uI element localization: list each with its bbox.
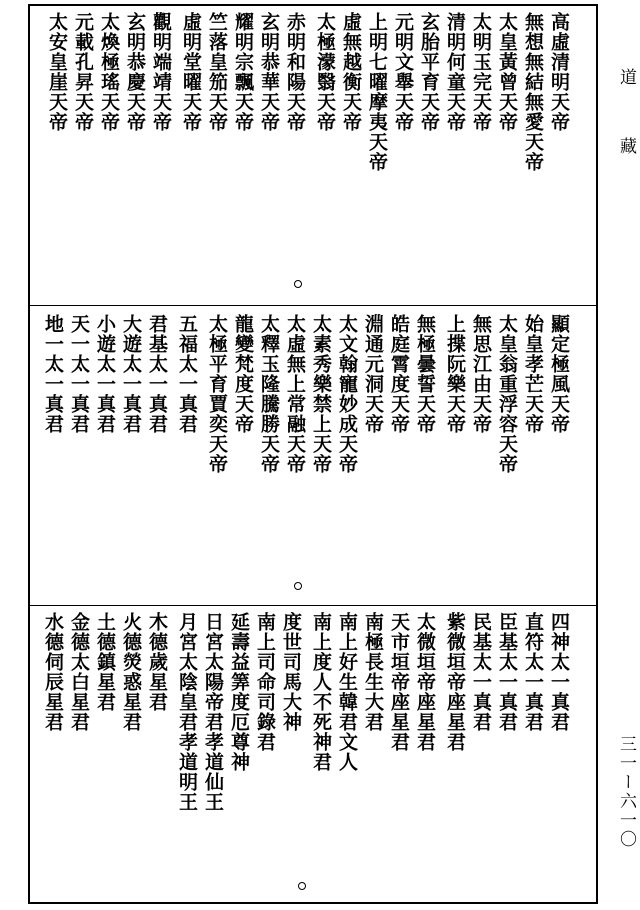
text-column: 水德伺辰星君 xyxy=(42,612,64,732)
text-column: 太素秀樂禁上天帝 xyxy=(310,314,332,474)
panel-1 xyxy=(28,12,598,302)
text-column: 臣基太一真君 xyxy=(496,612,518,732)
text-column: 金德太白星君 xyxy=(68,612,90,732)
text-column: 天一太一真君 xyxy=(68,314,90,434)
panel-divider xyxy=(28,605,598,606)
text-column: 南極長生大君 xyxy=(362,612,384,732)
text-column: 太安皇崖天帝 xyxy=(46,12,68,132)
text-column: 天市垣帝座星君 xyxy=(388,612,410,752)
text-column: 元載孔昇天帝 xyxy=(72,12,94,132)
text-column: 無想無結無愛天帝 xyxy=(522,12,544,172)
text-column: 太極平育賈奕天帝 xyxy=(206,314,228,474)
text-column: 月宮太陰皇君孝道明王 xyxy=(176,612,198,812)
circle-mark xyxy=(294,582,302,590)
text-column: 太煥極瑤天帝 xyxy=(98,12,120,132)
text-column: 淵通元洞天帝 xyxy=(362,314,384,434)
text-column: 觀明端靖天帝 xyxy=(150,12,172,132)
panel-2 xyxy=(28,314,598,602)
text-column: 四神太一真君 xyxy=(548,612,570,732)
text-column: 耀明宗飄天帝 xyxy=(232,12,254,132)
text-column: 大遊太一真君 xyxy=(120,314,142,434)
text-column: 紫微垣帝座星君 xyxy=(444,612,466,752)
circle-mark xyxy=(298,882,306,890)
text-column: 虛明堂曜天帝 xyxy=(180,12,202,132)
text-column: 玄明恭慶天帝 xyxy=(124,12,146,132)
text-column: 南上度人不死神君 xyxy=(310,612,332,772)
panel-3 xyxy=(28,612,598,902)
panel-divider xyxy=(28,305,598,306)
text-column: 木德歲星君 xyxy=(146,612,168,712)
page-number: 三一ー六一〇 xyxy=(616,735,636,849)
text-column: 五福太一真君 xyxy=(176,314,198,434)
text-column: 日宮太陽帝君孝道仙王 xyxy=(202,612,224,812)
text-column: 太皇黃曾天帝 xyxy=(496,12,518,132)
text-column: 赤明和陽天帝 xyxy=(284,12,306,132)
text-column: 顯定極風天帝 xyxy=(548,314,570,434)
text-column: 火德熒惑星君 xyxy=(120,612,142,732)
text-column: 無極曇誓天帝 xyxy=(414,314,436,434)
text-column: 太文翰寵妙成天帝 xyxy=(336,314,358,474)
text-column: 竺落皇笳天帝 xyxy=(206,12,228,132)
text-column: 元明文舉天帝 xyxy=(392,12,414,132)
text-column: 龍變梵度天帝 xyxy=(232,314,254,434)
circle-mark xyxy=(294,280,302,288)
text-column: 度世司馬大神 xyxy=(280,612,302,732)
text-column: 太微垣帝座星君 xyxy=(414,612,436,752)
text-column: 上揲阮樂天帝 xyxy=(444,314,466,434)
text-column: 始皇孝芒天帝 xyxy=(522,314,544,434)
text-column: 清明何童天帝 xyxy=(444,12,466,132)
text-column: 虛無越衡天帝 xyxy=(340,12,362,132)
text-column: 延壽益筭度厄尊神 xyxy=(228,612,250,772)
text-column: 玄胎平育天帝 xyxy=(418,12,440,132)
text-column: 民基太一真君 xyxy=(470,612,492,732)
text-column: 土德鎮星君 xyxy=(94,612,116,712)
text-column: 太皇翁重浮容天帝 xyxy=(496,314,518,474)
text-column: 南上司命司錄君 xyxy=(254,612,276,752)
text-column: 皓庭霄度天帝 xyxy=(388,314,410,434)
text-column: 小遊太一真君 xyxy=(94,314,116,434)
text-column: 玄明恭華天帝 xyxy=(258,12,280,132)
text-column: 太極濛翳天帝 xyxy=(314,12,336,132)
text-column: 直符太一真君 xyxy=(522,612,544,732)
text-column: 太明玉完天帝 xyxy=(470,12,492,132)
text-column: 君基太一真君 xyxy=(146,314,168,434)
text-column: 高虛清明天帝 xyxy=(548,12,570,132)
text-column: 南上好生韓君文人 xyxy=(336,612,358,772)
text-column: 無思江由天帝 xyxy=(470,314,492,434)
text-column: 上明七曜摩夷天帝 xyxy=(366,12,388,172)
margin-title: 道 藏 xyxy=(616,68,636,160)
text-column: 地一太一真君 xyxy=(42,314,64,434)
text-column: 太釋玉隆騰勝天帝 xyxy=(258,314,280,474)
text-column: 太虛無上常融天帝 xyxy=(284,314,306,474)
